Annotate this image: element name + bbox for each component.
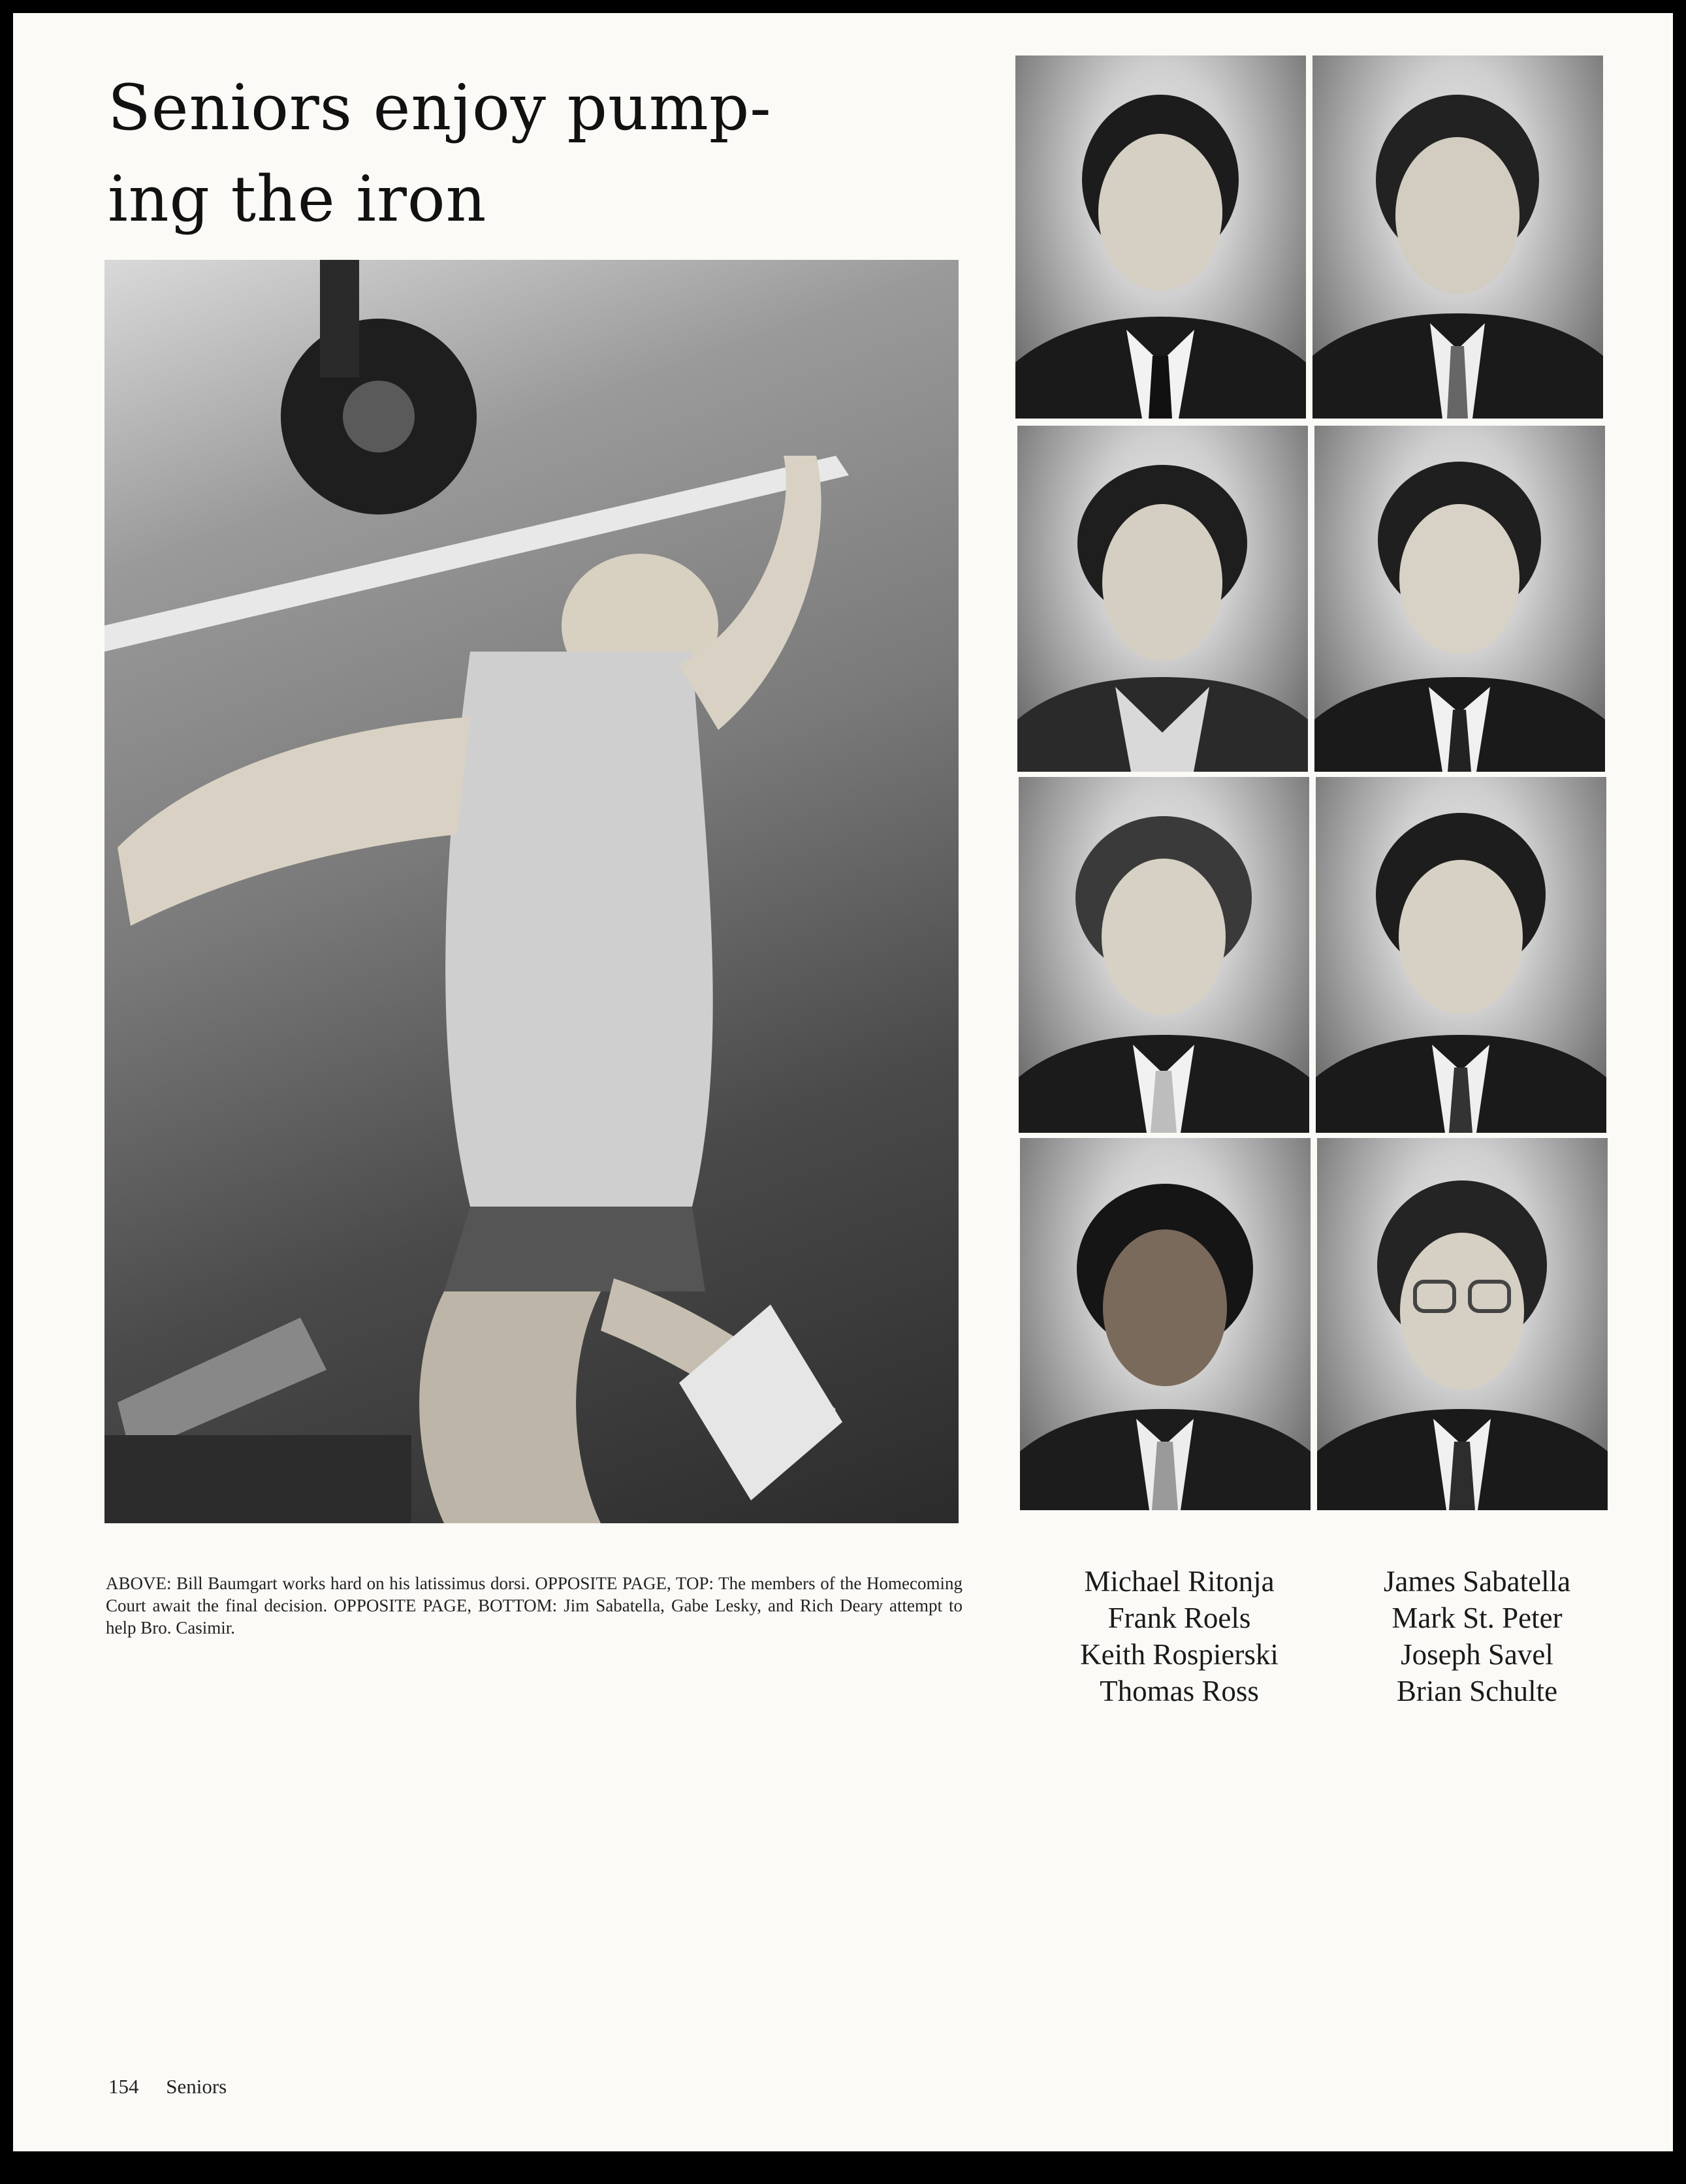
senior-portrait-james-sabatella bbox=[1312, 55, 1603, 419]
senior-name: Joseph Savel bbox=[1401, 1638, 1553, 1671]
senior-name: Keith Rospierski bbox=[1080, 1638, 1279, 1671]
senior-name: Mark St. Peter bbox=[1392, 1602, 1563, 1634]
portrait-illustration bbox=[1314, 426, 1605, 772]
names-column-2 bbox=[1327, 1563, 1627, 1709]
senior-name: Brian Schulte bbox=[1396, 1675, 1558, 1707]
photo-caption: ABOVE: Bill Baumgart works hard on his latissimus dorsi. OPPOSITE PAGE, TOP: The members of the Homecoming Court await the final decision. OPPOSITE PAGE, BOTTOM: Jim Sabatella, Gabe Lesky, and Rich Deary attempt to help Bro. Casimir. bbox=[106, 1574, 962, 1638]
page-headline bbox=[108, 62, 859, 245]
portrait-illustration bbox=[1015, 55, 1306, 419]
yearbook-page bbox=[13, 13, 1673, 2151]
senior-portrait-thomas-ross bbox=[1020, 1138, 1311, 1510]
section-name: Seniors bbox=[166, 2075, 227, 2098]
weightlifting-photo-illustration bbox=[104, 260, 959, 1523]
senior-portrait-mark-st-peter bbox=[1314, 426, 1605, 772]
senior-portrait-joseph-savel bbox=[1316, 777, 1606, 1133]
senior-portrait-michael-ritonja bbox=[1015, 55, 1306, 419]
senior-name: Thomas Ross bbox=[1100, 1675, 1259, 1707]
page-footer bbox=[108, 2075, 227, 2098]
senior-portrait-frank-roels bbox=[1017, 426, 1308, 772]
headline-line-1: Seniors enjoy pump- bbox=[108, 71, 772, 144]
portrait-illustration bbox=[1316, 777, 1606, 1133]
portrait-illustration bbox=[1317, 1138, 1608, 1510]
portrait-illustration bbox=[1019, 777, 1309, 1133]
headline-line-2: ing the iron bbox=[108, 163, 487, 236]
portrait-illustration bbox=[1312, 55, 1603, 419]
portrait-illustration bbox=[1020, 1138, 1311, 1510]
senior-name: Michael Ritonja bbox=[1084, 1565, 1275, 1598]
names-column-1 bbox=[1029, 1563, 1329, 1709]
weightlifting-photo bbox=[104, 260, 959, 1523]
senior-name: James Sabatella bbox=[1383, 1565, 1571, 1598]
portrait-illustration bbox=[1017, 426, 1308, 772]
page-number: 154 bbox=[108, 2075, 139, 2098]
senior-portrait-brian-schulte bbox=[1317, 1138, 1608, 1510]
senior-portrait-keith-rospierski bbox=[1019, 777, 1309, 1133]
senior-name: Frank Roels bbox=[1107, 1602, 1251, 1634]
